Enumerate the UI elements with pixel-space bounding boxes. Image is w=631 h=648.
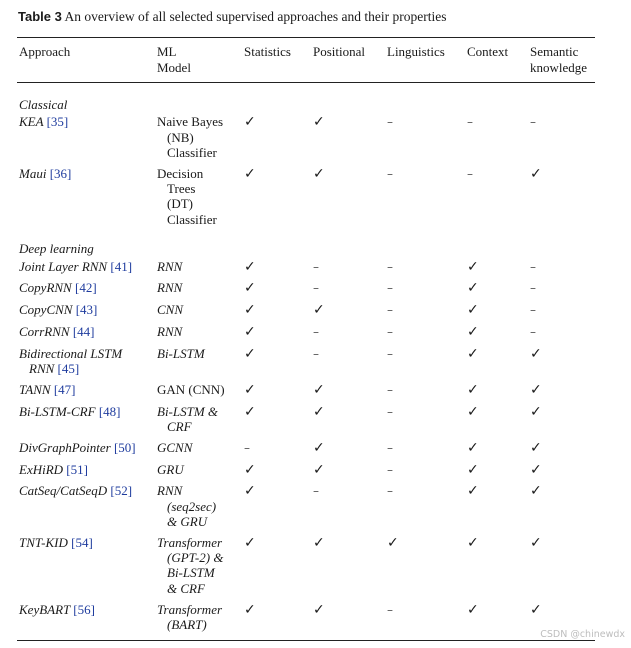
check-mark-icon: ✓ — [244, 534, 256, 551]
approach-cell — [17, 280, 155, 302]
statistics-cell — [242, 259, 311, 281]
reference-link[interactable]: [48] — [98, 403, 121, 419]
bottom-rule — [17, 640, 595, 641]
dash-mark: – — [387, 115, 393, 130]
check-mark-icon: ✓ — [244, 403, 256, 420]
ml-model-cell — [155, 602, 242, 638]
ml-model-line: Decision — [157, 165, 204, 181]
header-approach: Approach — [19, 44, 71, 59]
table-row — [17, 382, 595, 404]
statistics-cell — [242, 440, 311, 462]
section-title: Classical — [19, 97, 68, 112]
ml-model-line: GCNN — [157, 439, 193, 455]
context-cell — [465, 302, 528, 324]
ml-model-line: & CRF — [167, 580, 205, 596]
context-cell — [465, 462, 528, 484]
check-mark-icon: ✓ — [313, 114, 325, 131]
section-row — [17, 82, 595, 114]
ml-model — [157, 483, 242, 529]
dash-mark: – — [387, 303, 393, 318]
approach-cell — [17, 462, 155, 484]
positional-cell — [311, 280, 385, 302]
check-mark-icon: ✓ — [530, 381, 542, 398]
dash-mark: – — [313, 325, 319, 340]
check-mark-icon: ✓ — [467, 601, 479, 618]
semantic-knowledge-cell — [528, 324, 595, 346]
watermark: CSDN @chinewdx — [540, 629, 625, 640]
positional-cell — [311, 440, 385, 462]
ml-model-cell — [155, 114, 242, 165]
approach-cell — [17, 382, 155, 404]
dash-mark: – — [467, 115, 473, 130]
ml-model — [157, 462, 242, 477]
check-mark-icon: ✓ — [244, 302, 256, 319]
table-row — [17, 535, 595, 602]
approach-name: CopyCNN — [19, 302, 73, 318]
context-cell — [465, 602, 528, 638]
approach-name: DivGraphPointer — [19, 439, 111, 455]
dash-mark: – — [313, 281, 319, 296]
check-mark-icon: ✓ — [244, 461, 256, 478]
positional-cell — [311, 404, 385, 440]
semantic-knowledge-cell — [528, 346, 595, 382]
linguistics-cell — [385, 382, 465, 404]
top-rule — [17, 37, 595, 38]
approach-name: Joint Layer RNN — [19, 258, 108, 274]
approach-name: CopyRNN — [19, 280, 72, 296]
linguistics-cell — [385, 483, 465, 534]
ml-model-cell — [155, 382, 242, 404]
ml-model-line: RNN — [157, 280, 183, 296]
check-mark-icon: ✓ — [467, 302, 479, 319]
positional-cell — [311, 602, 385, 638]
check-mark-icon: ✓ — [467, 345, 479, 362]
ml-model — [157, 346, 242, 361]
table-row — [17, 259, 595, 281]
check-mark-icon: ✓ — [244, 280, 256, 297]
approach-cell — [17, 166, 155, 233]
statistics-cell — [242, 280, 311, 302]
positional-cell — [311, 259, 385, 281]
dash-mark: – — [387, 382, 393, 397]
semantic-knowledge-cell — [528, 535, 595, 602]
header-semantic-line2: knowledge — [530, 59, 588, 75]
context-cell — [465, 440, 528, 462]
approach-name: CorrRNN — [19, 324, 70, 340]
header-linguistics: Linguistics — [387, 44, 445, 59]
context-cell — [465, 166, 528, 233]
check-mark-icon: ✓ — [530, 534, 542, 551]
reference-link[interactable]: [54] — [71, 534, 93, 550]
approach-cell — [17, 602, 155, 638]
ml-model — [157, 324, 242, 339]
ml-model — [157, 404, 242, 435]
check-mark-icon: ✓ — [530, 483, 542, 500]
check-mark-icon: ✓ — [467, 258, 479, 275]
header-statistics: Statistics — [244, 44, 291, 59]
approach-name: Maui — [19, 165, 47, 181]
ml-model-line: & GRU — [167, 514, 208, 530]
statistics-cell — [242, 114, 311, 165]
positional-cell — [311, 302, 385, 324]
statistics-cell — [242, 166, 311, 233]
ml-model-cell — [155, 440, 242, 462]
dash-mark: – — [387, 281, 393, 296]
table-label: Table 3 — [18, 9, 62, 24]
table-row — [17, 324, 595, 346]
dash-mark: – — [313, 484, 319, 499]
check-mark-icon: ✓ — [244, 165, 256, 182]
ml-model-line: GAN (CNN) — [157, 381, 225, 397]
check-mark-icon: ✓ — [244, 381, 256, 398]
approach-name: KEA — [19, 114, 44, 130]
linguistics-cell — [385, 535, 465, 602]
check-mark-icon: ✓ — [467, 324, 479, 341]
table-row — [17, 346, 595, 382]
statistics-cell — [242, 404, 311, 440]
section-row — [17, 232, 595, 258]
table-caption-text: An overview of all selected supervised approaches and their properties — [64, 9, 447, 24]
reference-link[interactable]: [47] — [53, 381, 76, 397]
ml-model-cell — [155, 259, 242, 281]
check-mark-icon: ✓ — [244, 601, 256, 618]
check-mark-icon: ✓ — [467, 381, 479, 398]
linguistics-cell — [385, 114, 465, 165]
positional-cell — [311, 324, 385, 346]
ml-model-line: GRU — [157, 461, 184, 477]
dash-mark: – — [530, 259, 536, 274]
positional-cell — [311, 114, 385, 165]
check-mark-icon: ✓ — [467, 403, 479, 420]
table-row — [17, 602, 595, 638]
ml-model — [157, 535, 242, 596]
statistics-cell — [242, 302, 311, 324]
semantic-knowledge-cell — [528, 483, 595, 534]
positional-cell — [311, 346, 385, 382]
dash-mark: – — [530, 303, 536, 318]
linguistics-cell — [385, 302, 465, 324]
dash-mark: – — [530, 325, 536, 340]
ml-model-cell — [155, 302, 242, 324]
dash-mark: – — [244, 440, 250, 455]
check-mark-icon: ✓ — [467, 483, 479, 500]
table-row — [17, 302, 595, 324]
approach-name: ExHiRD — [19, 461, 64, 477]
check-mark-icon: ✓ — [244, 345, 256, 362]
dash-mark: – — [313, 346, 319, 361]
check-mark-icon: ✓ — [313, 461, 325, 478]
table-body — [17, 82, 595, 638]
semantic-knowledge-cell — [528, 440, 595, 462]
ml-model-line: RNN — [157, 483, 183, 499]
linguistics-cell — [385, 280, 465, 302]
statistics-cell — [242, 346, 311, 382]
statistics-cell — [242, 535, 311, 602]
ml-model-cell — [155, 404, 242, 440]
ml-model-cell — [155, 346, 242, 382]
dash-mark: – — [387, 325, 393, 340]
ml-model-line: Classifier — [167, 211, 217, 227]
section-title: Deep learning — [19, 241, 94, 257]
header-semantic-knowledge — [528, 40, 595, 82]
ml-model-line: Bi-LSTM — [167, 565, 215, 581]
reference-link[interactable]: [56] — [73, 601, 95, 617]
context-cell — [465, 483, 528, 534]
ml-model — [157, 602, 242, 633]
check-mark-icon: ✓ — [313, 165, 325, 182]
positional-cell — [311, 462, 385, 484]
semantic-knowledge-cell — [528, 280, 595, 302]
check-mark-icon: ✓ — [387, 534, 399, 551]
check-mark-icon: ✓ — [467, 280, 479, 297]
linguistics-cell — [385, 404, 465, 440]
semantic-knowledge-cell — [528, 259, 595, 281]
ml-model-line: Naive Bayes — [157, 114, 224, 130]
header-semantic-line1: Semantic — [530, 44, 579, 59]
check-mark-icon: ✓ — [467, 461, 479, 478]
ml-model-line: Classifier — [167, 144, 217, 160]
table-row — [17, 483, 595, 534]
ml-model — [157, 440, 242, 455]
semantic-knowledge-cell — [528, 166, 595, 233]
ml-model — [157, 259, 242, 274]
reference-link[interactable]: [44] — [72, 324, 95, 340]
approaches-table — [17, 40, 595, 638]
check-mark-icon: ✓ — [313, 403, 325, 420]
approach-name: KeyBART — [19, 601, 71, 617]
check-mark-icon: ✓ — [313, 439, 325, 456]
approach-cell — [17, 324, 155, 346]
ml-model-line: (BART) — [167, 616, 207, 632]
approach-cell — [17, 302, 155, 324]
statistics-cell — [242, 483, 311, 534]
check-mark-icon: ✓ — [313, 601, 325, 618]
reference-link[interactable]: [41] — [110, 258, 133, 274]
ml-model-cell — [155, 280, 242, 302]
dash-mark: – — [387, 166, 393, 181]
reference-link[interactable]: [52] — [110, 483, 133, 499]
semantic-knowledge-cell — [528, 462, 595, 484]
ml-model — [157, 166, 242, 227]
approach-cell — [17, 404, 155, 440]
approach-cell — [17, 483, 155, 534]
check-mark-icon: ✓ — [530, 165, 542, 182]
ml-model-cell — [155, 535, 242, 602]
approach-name: TANN — [19, 381, 51, 397]
ml-model-line: Transformer — [157, 601, 223, 617]
header-positional: Positional — [313, 44, 366, 59]
ml-model-line: CRF — [167, 419, 192, 435]
semantic-knowledge-cell — [528, 114, 595, 165]
ml-model-line: Bi-LSTM & — [157, 403, 219, 419]
ml-model-cell — [155, 166, 242, 233]
ml-model-line: (NB) — [167, 129, 194, 145]
table-row — [17, 404, 595, 440]
ml-model-cell — [155, 324, 242, 346]
linguistics-cell — [385, 440, 465, 462]
ml-model-cell — [155, 462, 242, 484]
context-cell — [465, 382, 528, 404]
check-mark-icon: ✓ — [244, 324, 256, 341]
ml-model — [157, 114, 242, 160]
dash-mark: – — [387, 462, 393, 477]
check-mark-icon: ✓ — [530, 601, 542, 618]
ml-model-cell — [155, 483, 242, 534]
statistics-cell — [242, 382, 311, 404]
context-cell — [465, 535, 528, 602]
header-ml-model-line2: Model — [157, 59, 191, 75]
linguistics-cell — [385, 462, 465, 484]
positional-cell — [311, 483, 385, 534]
table-row — [17, 114, 595, 165]
ml-model-line: Bi-LSTM — [157, 345, 205, 361]
linguistics-cell — [385, 346, 465, 382]
approach-name: CatSeq/CatSeqD — [19, 483, 108, 499]
ml-model-line: (GPT-2) & — [167, 550, 224, 566]
check-mark-icon: ✓ — [530, 345, 542, 362]
check-mark-icon: ✓ — [530, 439, 542, 456]
dash-mark: – — [387, 404, 393, 419]
reference-link[interactable]: [51] — [66, 461, 88, 477]
check-mark-icon: ✓ — [467, 439, 479, 456]
linguistics-cell — [385, 259, 465, 281]
table-row — [17, 280, 595, 302]
ml-model-line: RNN — [157, 258, 183, 274]
header-context: Context — [467, 44, 509, 59]
ml-model — [157, 280, 242, 295]
approach-name: Bi-LSTM-CRF — [19, 403, 96, 419]
approach-name: TNT-KID — [19, 534, 68, 550]
check-mark-icon: ✓ — [530, 403, 542, 420]
table-row — [17, 166, 595, 233]
check-mark-icon: ✓ — [244, 258, 256, 275]
reference-link[interactable]: [43] — [75, 302, 98, 318]
check-mark-icon: ✓ — [313, 534, 325, 551]
table-row — [17, 462, 595, 484]
approach-name-line: Bidirectional LSTM — [19, 345, 123, 361]
check-mark-icon: ✓ — [530, 461, 542, 478]
table-row — [17, 440, 595, 462]
context-cell — [465, 280, 528, 302]
check-mark-icon: ✓ — [313, 381, 325, 398]
dash-mark: – — [387, 346, 393, 361]
context-cell — [465, 324, 528, 346]
linguistics-cell — [385, 324, 465, 346]
context-cell — [465, 259, 528, 281]
header-ml-model — [155, 40, 242, 82]
ml-model-line: (DT) — [167, 196, 193, 212]
positional-cell — [311, 535, 385, 602]
approach-cell — [17, 346, 155, 382]
reference-link[interactable]: [35] — [46, 114, 69, 130]
dash-mark: – — [313, 259, 319, 274]
check-mark-icon: ✓ — [244, 483, 256, 500]
ml-model-line: (seq2sec) — [167, 498, 217, 514]
dash-mark: – — [387, 259, 393, 274]
header-ml-model-line1: ML — [157, 44, 177, 59]
check-mark-icon: ✓ — [244, 114, 256, 131]
approach-cell — [17, 114, 155, 165]
approach-cell — [17, 259, 155, 281]
context-cell — [465, 346, 528, 382]
reference-link[interactable]: [36] — [49, 165, 72, 181]
semantic-knowledge-cell — [528, 382, 595, 404]
statistics-cell — [242, 324, 311, 346]
linguistics-cell — [385, 602, 465, 638]
ml-model-line: Trees — [167, 180, 196, 196]
ml-model-line: Transformer — [157, 534, 223, 550]
dash-mark: – — [387, 440, 393, 455]
linguistics-cell — [385, 166, 465, 233]
semantic-knowledge-cell — [528, 404, 595, 440]
ml-model-line: CNN — [157, 302, 184, 318]
table-header-row — [17, 40, 595, 82]
reference-link[interactable]: [45] — [57, 361, 80, 377]
semantic-knowledge-cell — [528, 302, 595, 324]
ml-model — [157, 302, 242, 317]
ml-model — [157, 382, 242, 397]
reference-link[interactable]: [42] — [74, 280, 97, 296]
check-mark-icon: ✓ — [467, 534, 479, 551]
ml-model-line: RNN — [157, 324, 183, 340]
dash-mark: – — [467, 166, 473, 181]
approach-cell — [17, 440, 155, 462]
positional-cell — [311, 166, 385, 233]
table-caption — [18, 9, 446, 25]
context-cell — [465, 404, 528, 440]
context-cell — [465, 114, 528, 165]
check-mark-icon: ✓ — [313, 302, 325, 319]
reference-link[interactable]: [50] — [113, 439, 136, 455]
dash-mark: – — [387, 602, 393, 617]
positional-cell — [311, 382, 385, 404]
dash-mark: – — [387, 484, 393, 499]
statistics-cell — [242, 602, 311, 638]
statistics-cell — [242, 462, 311, 484]
dash-mark: – — [530, 115, 536, 130]
dash-mark: – — [530, 281, 536, 296]
approach-cell — [17, 535, 155, 602]
approach-name-line: RNN [45] — [29, 361, 80, 377]
